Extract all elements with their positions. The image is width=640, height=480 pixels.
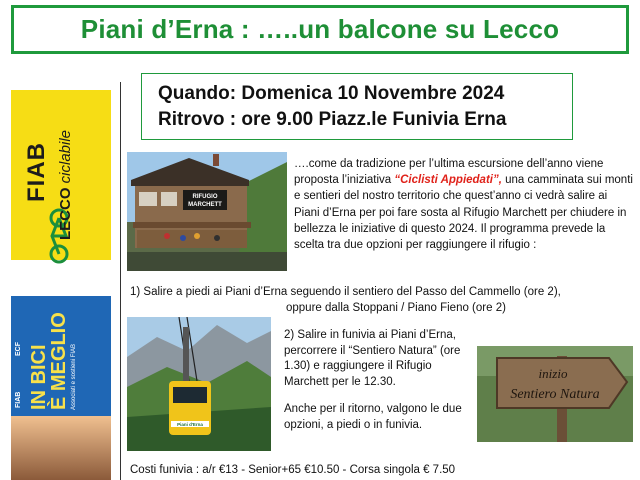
fiab-city: LECCO — [57, 187, 74, 240]
fiab-name: FIAB — [23, 142, 50, 202]
cable-car-costs — [130, 462, 635, 478]
svg-text:MARCHETT: MARCHETT — [188, 202, 222, 208]
rifugio-photo — [127, 152, 287, 271]
intro-text-2: una camminata sui monti e sentieri del nostro territorio che quest’anno ci vedrà salire ai Piani d’Erna per poi fare sosta al Rifugio Marchett per chiudere in bellezza le iniziative di questo 2024. Il programma prevede la scelta tra due opzioni per raggiungere il rifugio : — [294, 174, 633, 252]
option-1-line-1: 1) Salire a piedi ai Piani d’Erna seguendo il sentiero del Passo del Cammello (ore 2), — [130, 286, 561, 298]
option-2 — [284, 328, 474, 390]
page-title: Piani d’Erna : …..un balcone su Lecco — [80, 14, 560, 44]
option-1 — [130, 284, 635, 316]
poster-line-1: IN BICI — [28, 344, 50, 410]
fiab-mini-logo: FIAB — [15, 391, 22, 408]
cable-car-photo — [127, 317, 271, 451]
meeting-point: Ritrovo : ore 9.00 Piazz.le Funivia Erna — [158, 109, 507, 130]
poster-line-3: Associati e sostieni FIAB — [71, 343, 77, 410]
option-2-text: 2) Salire in funivia ai Piani d’Erna, percorrere il “Sentiero Natura” (ore 1.30) e raggiungere il Rifugio Marchett per le 12.30. — [284, 329, 461, 388]
fiab-poster — [11, 296, 111, 480]
fiab-tagline: ciclabile — [57, 129, 74, 184]
svg-text:Piani d'Erna: Piani d'Erna — [177, 422, 203, 427]
svg-text:inizio: inizio — [538, 366, 568, 381]
left-sidebar — [0, 60, 126, 480]
divider-line — [120, 82, 121, 480]
intro-paragraph — [294, 156, 634, 253]
costs-text: Costi funivia : a/r €13 - Senior+65 €10.50 - Corsa singola € 7.50 — [130, 464, 456, 476]
fiab-wordmark — [23, 142, 51, 202]
event-name-highlight: “Ciclisti Appiedati”, — [394, 174, 502, 187]
poster-photo — [11, 416, 111, 480]
return-note-text: Anche per il ritorno, valgono le due opzioni, a piedi o in funivia. — [284, 403, 462, 431]
event-date: Quando: Domenica 10 Novembre 2024 — [158, 83, 505, 104]
svg-text:Sentiero Natura: Sentiero Natura — [510, 387, 600, 402]
poster-line-2: È MEGLIO — [48, 312, 70, 410]
fiab-subtitle — [57, 130, 74, 240]
option-1-line-2: oppure dalla Stoppani / Piano Fieno (ore 2) — [286, 302, 506, 314]
title-banner — [11, 5, 629, 54]
ecf-logo: ECF — [15, 342, 22, 356]
fiab-logo — [11, 90, 111, 260]
return-note — [284, 402, 474, 433]
svg-text:RIFUGIO: RIFUGIO — [192, 194, 218, 200]
event-info-box — [141, 73, 573, 140]
trail-sign-photo — [477, 346, 633, 442]
intro-text-1: ….come da tradizione per l’ultima escursione dell’anno viene proposta l’iniziativa — [294, 158, 604, 187]
